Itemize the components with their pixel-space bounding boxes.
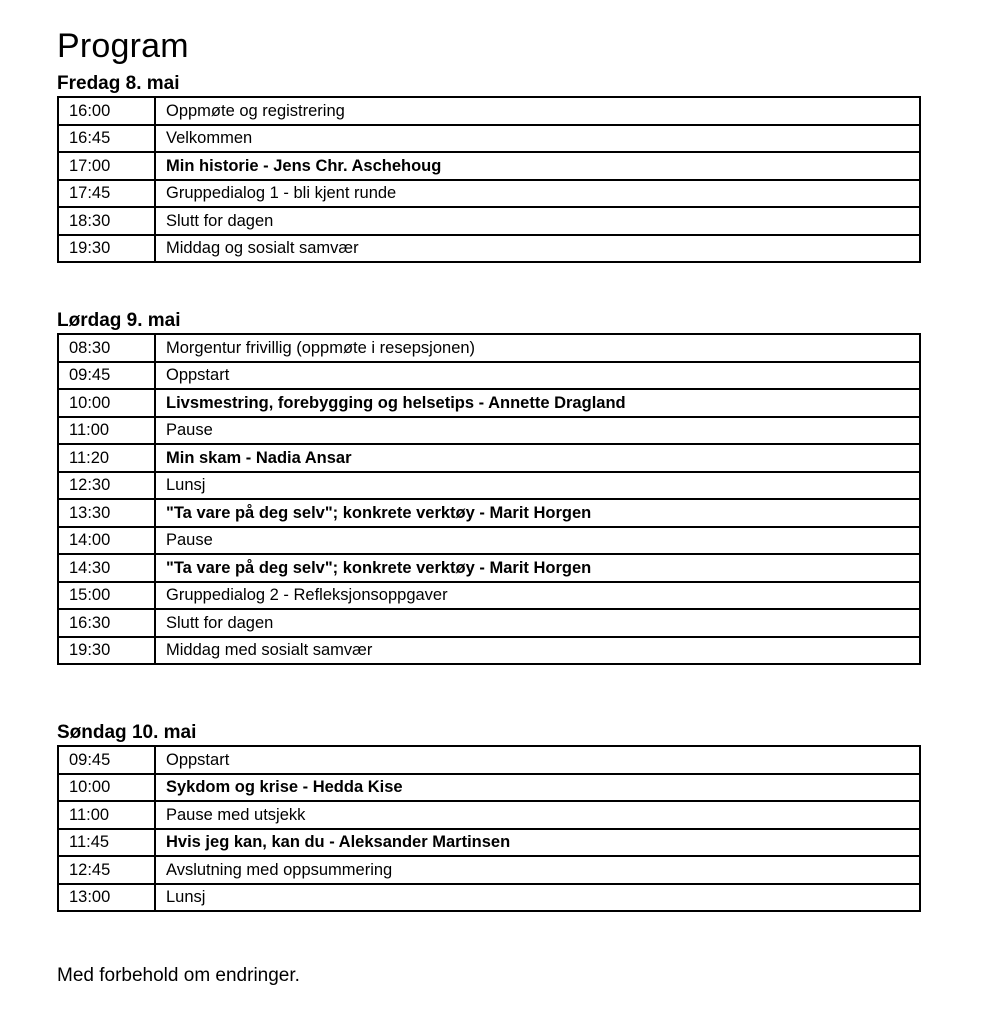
activity-cell: "Ta vare på deg selv"; konkrete verktøy - Marit Horgen bbox=[155, 499, 920, 527]
activity-cell: Min historie - Jens Chr. Aschehoug bbox=[155, 152, 920, 180]
table-row bbox=[58, 829, 920, 857]
table-row bbox=[58, 582, 920, 610]
table-row bbox=[58, 856, 920, 884]
table-row bbox=[58, 774, 920, 802]
table-row bbox=[58, 207, 920, 235]
activity-cell: Lunsj bbox=[155, 472, 920, 500]
time-cell: 16:00 bbox=[58, 97, 155, 125]
activity-cell: Min skam - Nadia Ansar bbox=[155, 444, 920, 472]
activity-cell: Gruppedialog 2 - Refleksjonsoppgaver bbox=[155, 582, 920, 610]
table-row bbox=[58, 389, 920, 417]
time-cell: 11:45 bbox=[58, 829, 155, 857]
time-cell: 18:30 bbox=[58, 207, 155, 235]
day-heading-sondag: Søndag 10. mai bbox=[57, 722, 197, 743]
day-heading-lordag: Lørdag 9. mai bbox=[57, 310, 181, 331]
activity-cell: Sykdom og krise - Hedda Kise bbox=[155, 774, 920, 802]
table-row bbox=[58, 444, 920, 472]
table-row bbox=[58, 472, 920, 500]
activity-cell: Morgentur frivillig (oppmøte i resepsjonen) bbox=[155, 334, 920, 362]
table-row bbox=[58, 362, 920, 390]
schedule-table-lordag bbox=[57, 333, 921, 665]
activity-cell: Pause bbox=[155, 417, 920, 445]
time-cell: 19:30 bbox=[58, 637, 155, 665]
time-cell: 09:45 bbox=[58, 362, 155, 390]
schedule-table-fredag bbox=[57, 96, 921, 263]
time-cell: 13:00 bbox=[58, 884, 155, 912]
activity-cell: Velkommen bbox=[155, 125, 920, 153]
time-cell: 12:30 bbox=[58, 472, 155, 500]
activity-cell: Oppstart bbox=[155, 746, 920, 774]
table-row bbox=[58, 499, 920, 527]
time-cell: 17:00 bbox=[58, 152, 155, 180]
day-heading-fredag: Fredag 8. mai bbox=[57, 73, 180, 94]
table-row bbox=[58, 97, 920, 125]
table-row bbox=[58, 609, 920, 637]
table-row bbox=[58, 417, 920, 445]
footer-note: Med forbehold om endringer. bbox=[57, 965, 300, 986]
table-row bbox=[58, 801, 920, 829]
activity-cell: "Ta vare på deg selv"; konkrete verktøy - Marit Horgen bbox=[155, 554, 920, 582]
time-cell: 10:00 bbox=[58, 389, 155, 417]
time-cell: 08:30 bbox=[58, 334, 155, 362]
time-cell: 13:30 bbox=[58, 499, 155, 527]
activity-cell: Oppmøte og registrering bbox=[155, 97, 920, 125]
activity-cell: Slutt for dagen bbox=[155, 609, 920, 637]
table-row bbox=[58, 334, 920, 362]
time-cell: 10:00 bbox=[58, 774, 155, 802]
table-row bbox=[58, 884, 920, 912]
table-row bbox=[58, 235, 920, 263]
activity-cell: Livsmestring, forebygging og helsetips - Annette Dragland bbox=[155, 389, 920, 417]
activity-cell: Slutt for dagen bbox=[155, 207, 920, 235]
page-title: Program bbox=[57, 27, 189, 65]
table-row bbox=[58, 527, 920, 555]
time-cell: 15:00 bbox=[58, 582, 155, 610]
time-cell: 11:00 bbox=[58, 417, 155, 445]
activity-cell: Oppstart bbox=[155, 362, 920, 390]
activity-cell: Hvis jeg kan, kan du - Aleksander Martinsen bbox=[155, 829, 920, 857]
time-cell: 14:00 bbox=[58, 527, 155, 555]
time-cell: 14:30 bbox=[58, 554, 155, 582]
table-row bbox=[58, 637, 920, 665]
time-cell: 11:00 bbox=[58, 801, 155, 829]
schedule-table-sondag bbox=[57, 745, 921, 912]
time-cell: 17:45 bbox=[58, 180, 155, 208]
time-cell: 19:30 bbox=[58, 235, 155, 263]
table-row bbox=[58, 746, 920, 774]
table-row bbox=[58, 554, 920, 582]
activity-cell: Pause med utsjekk bbox=[155, 801, 920, 829]
time-cell: 16:30 bbox=[58, 609, 155, 637]
table-row bbox=[58, 152, 920, 180]
activity-cell: Middag med sosialt samvær bbox=[155, 637, 920, 665]
activity-cell: Middag og sosialt samvær bbox=[155, 235, 920, 263]
time-cell: 16:45 bbox=[58, 125, 155, 153]
time-cell: 09:45 bbox=[58, 746, 155, 774]
table-row bbox=[58, 125, 920, 153]
time-cell: 12:45 bbox=[58, 856, 155, 884]
activity-cell: Lunsj bbox=[155, 884, 920, 912]
table-row bbox=[58, 180, 920, 208]
time-cell: 11:20 bbox=[58, 444, 155, 472]
activity-cell: Gruppedialog 1 - bli kjent runde bbox=[155, 180, 920, 208]
activity-cell: Pause bbox=[155, 527, 920, 555]
activity-cell: Avslutning med oppsummering bbox=[155, 856, 920, 884]
